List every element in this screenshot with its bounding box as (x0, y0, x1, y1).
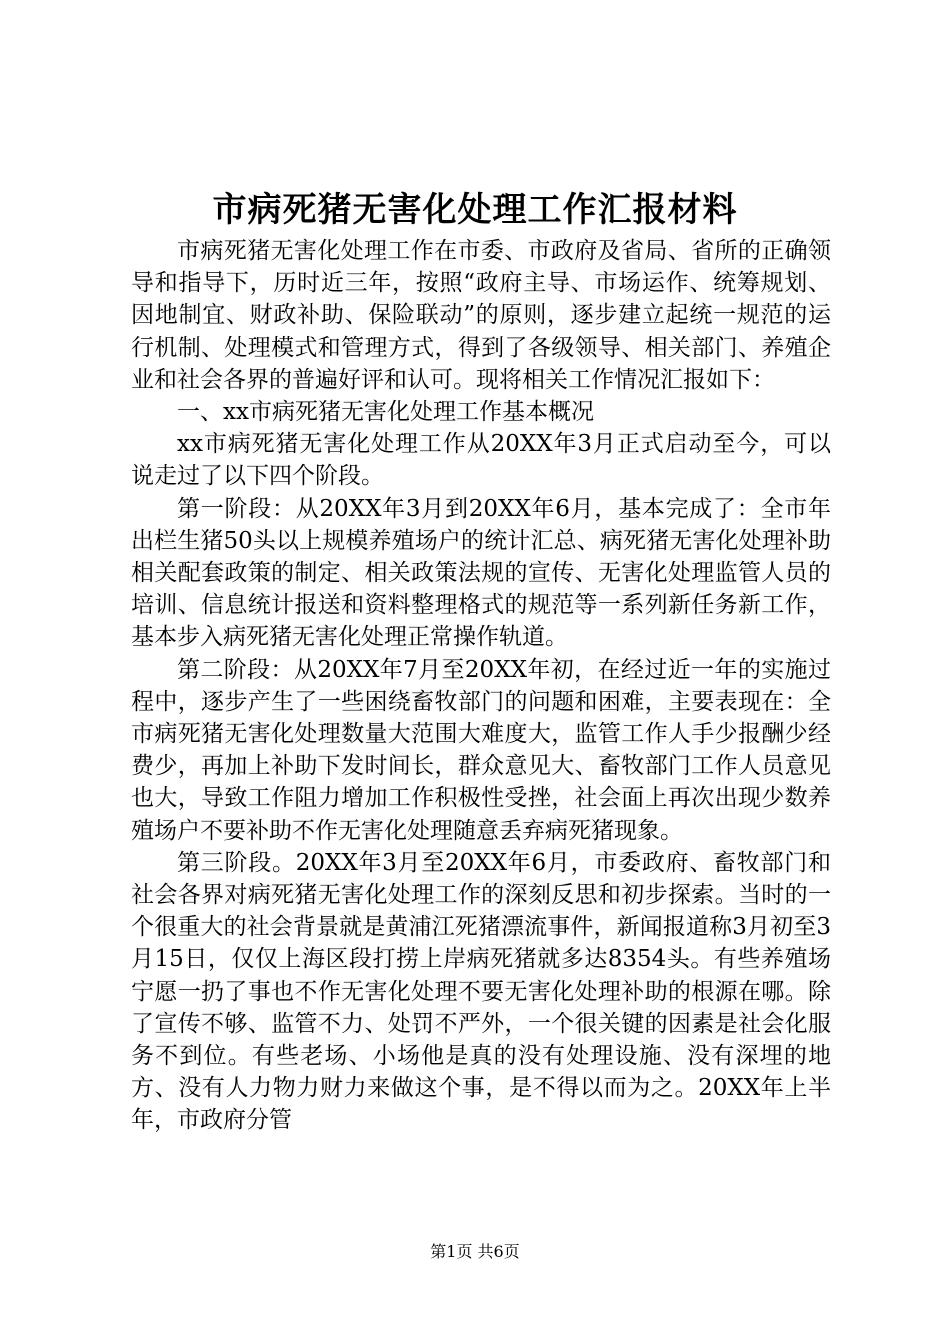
section-heading-1: 一、xx市病死猪无害化处理工作基本概况 (177, 399, 594, 426)
paragraph-stage-1: 第一阶段：从20XX年3月到20XX年6月，基本完成了：全市年出栏生猪50头以上规模养殖场户的统计汇总、病死猪无害化处理补助相关配套政策的制定、相关政策法规的宣传、无害化处理监管人员的培训、信息统计报送和资料整理格式的规范等一系列新任务新工作，基本步入病死猪无害化处理正常操作轨道。 (131, 495, 831, 651)
paragraph-intro: 市病死猪无害化处理工作在市委、市政府及省局、省所的正确领导和指导下，历时近三年，按照“政府主导、市场运作、统筹规划、因地制宜、财政补助、保险联动”的原则，逐步建立起统一规范的运行机制、处理模式和管理方式，得到了各级领导、相关部门、养殖企业和社会各界的普遍好评和认可。现将相关工作情况汇报如下： (131, 238, 831, 393)
document-body (131, 235, 831, 1137)
paragraph-stage-3: 第三阶段。20XX年3月至20XX年6月，市委政府、畜牧部门和社会各界对病死猪无害化处理工作的深刻反思和初步探索。当时的一个很重大的社会背景就是黄浦江死猪漂流事件，新闻报道称3月初至3月15日，仅仅上海区段打捞上岸病死猪就多达8354头。有些养殖场宁愿一扔了事也不作无害化处理不要无害化处理补助的根源在哪。除了宣传不够、监管不力、处罚不严外，一个很关键的因素是社会化服务不到位。有些老场、小场他是真的没有处理设施、没有深埋的地方、没有人力物力财力来做这个事，是不得以而为之。20XX年上半年，市政府分管 (131, 849, 831, 1134)
document-title: 市病死猪无害化处理工作汇报材料 (212, 190, 738, 230)
paragraph-overview: xx市病死猪无害化处理工作从20XX年3月正式启动至今，可以说走过了以下四个阶段。 (131, 431, 831, 490)
page-footer: 第1页 共6页 (430, 1242, 520, 1261)
paragraph-stage-2: 第二阶段：从20XX年7月至20XX年初，在经过近一年的实施过程中，逐步产生了一些困绕畜牧部门的问题和困难，主要表现在：全市病死猪无害化处理数量大范围大难度大，监管工作人手少报酬少经费少，再加上补助下发时间长，群众意见大、畜牧部门工作人员意见也大，导致工作阻力增加工作积极性受挫，社会面上再次出现少数养殖场户不要补助不作无害化处理随意丢弃病死猪现象。 (131, 656, 831, 844)
